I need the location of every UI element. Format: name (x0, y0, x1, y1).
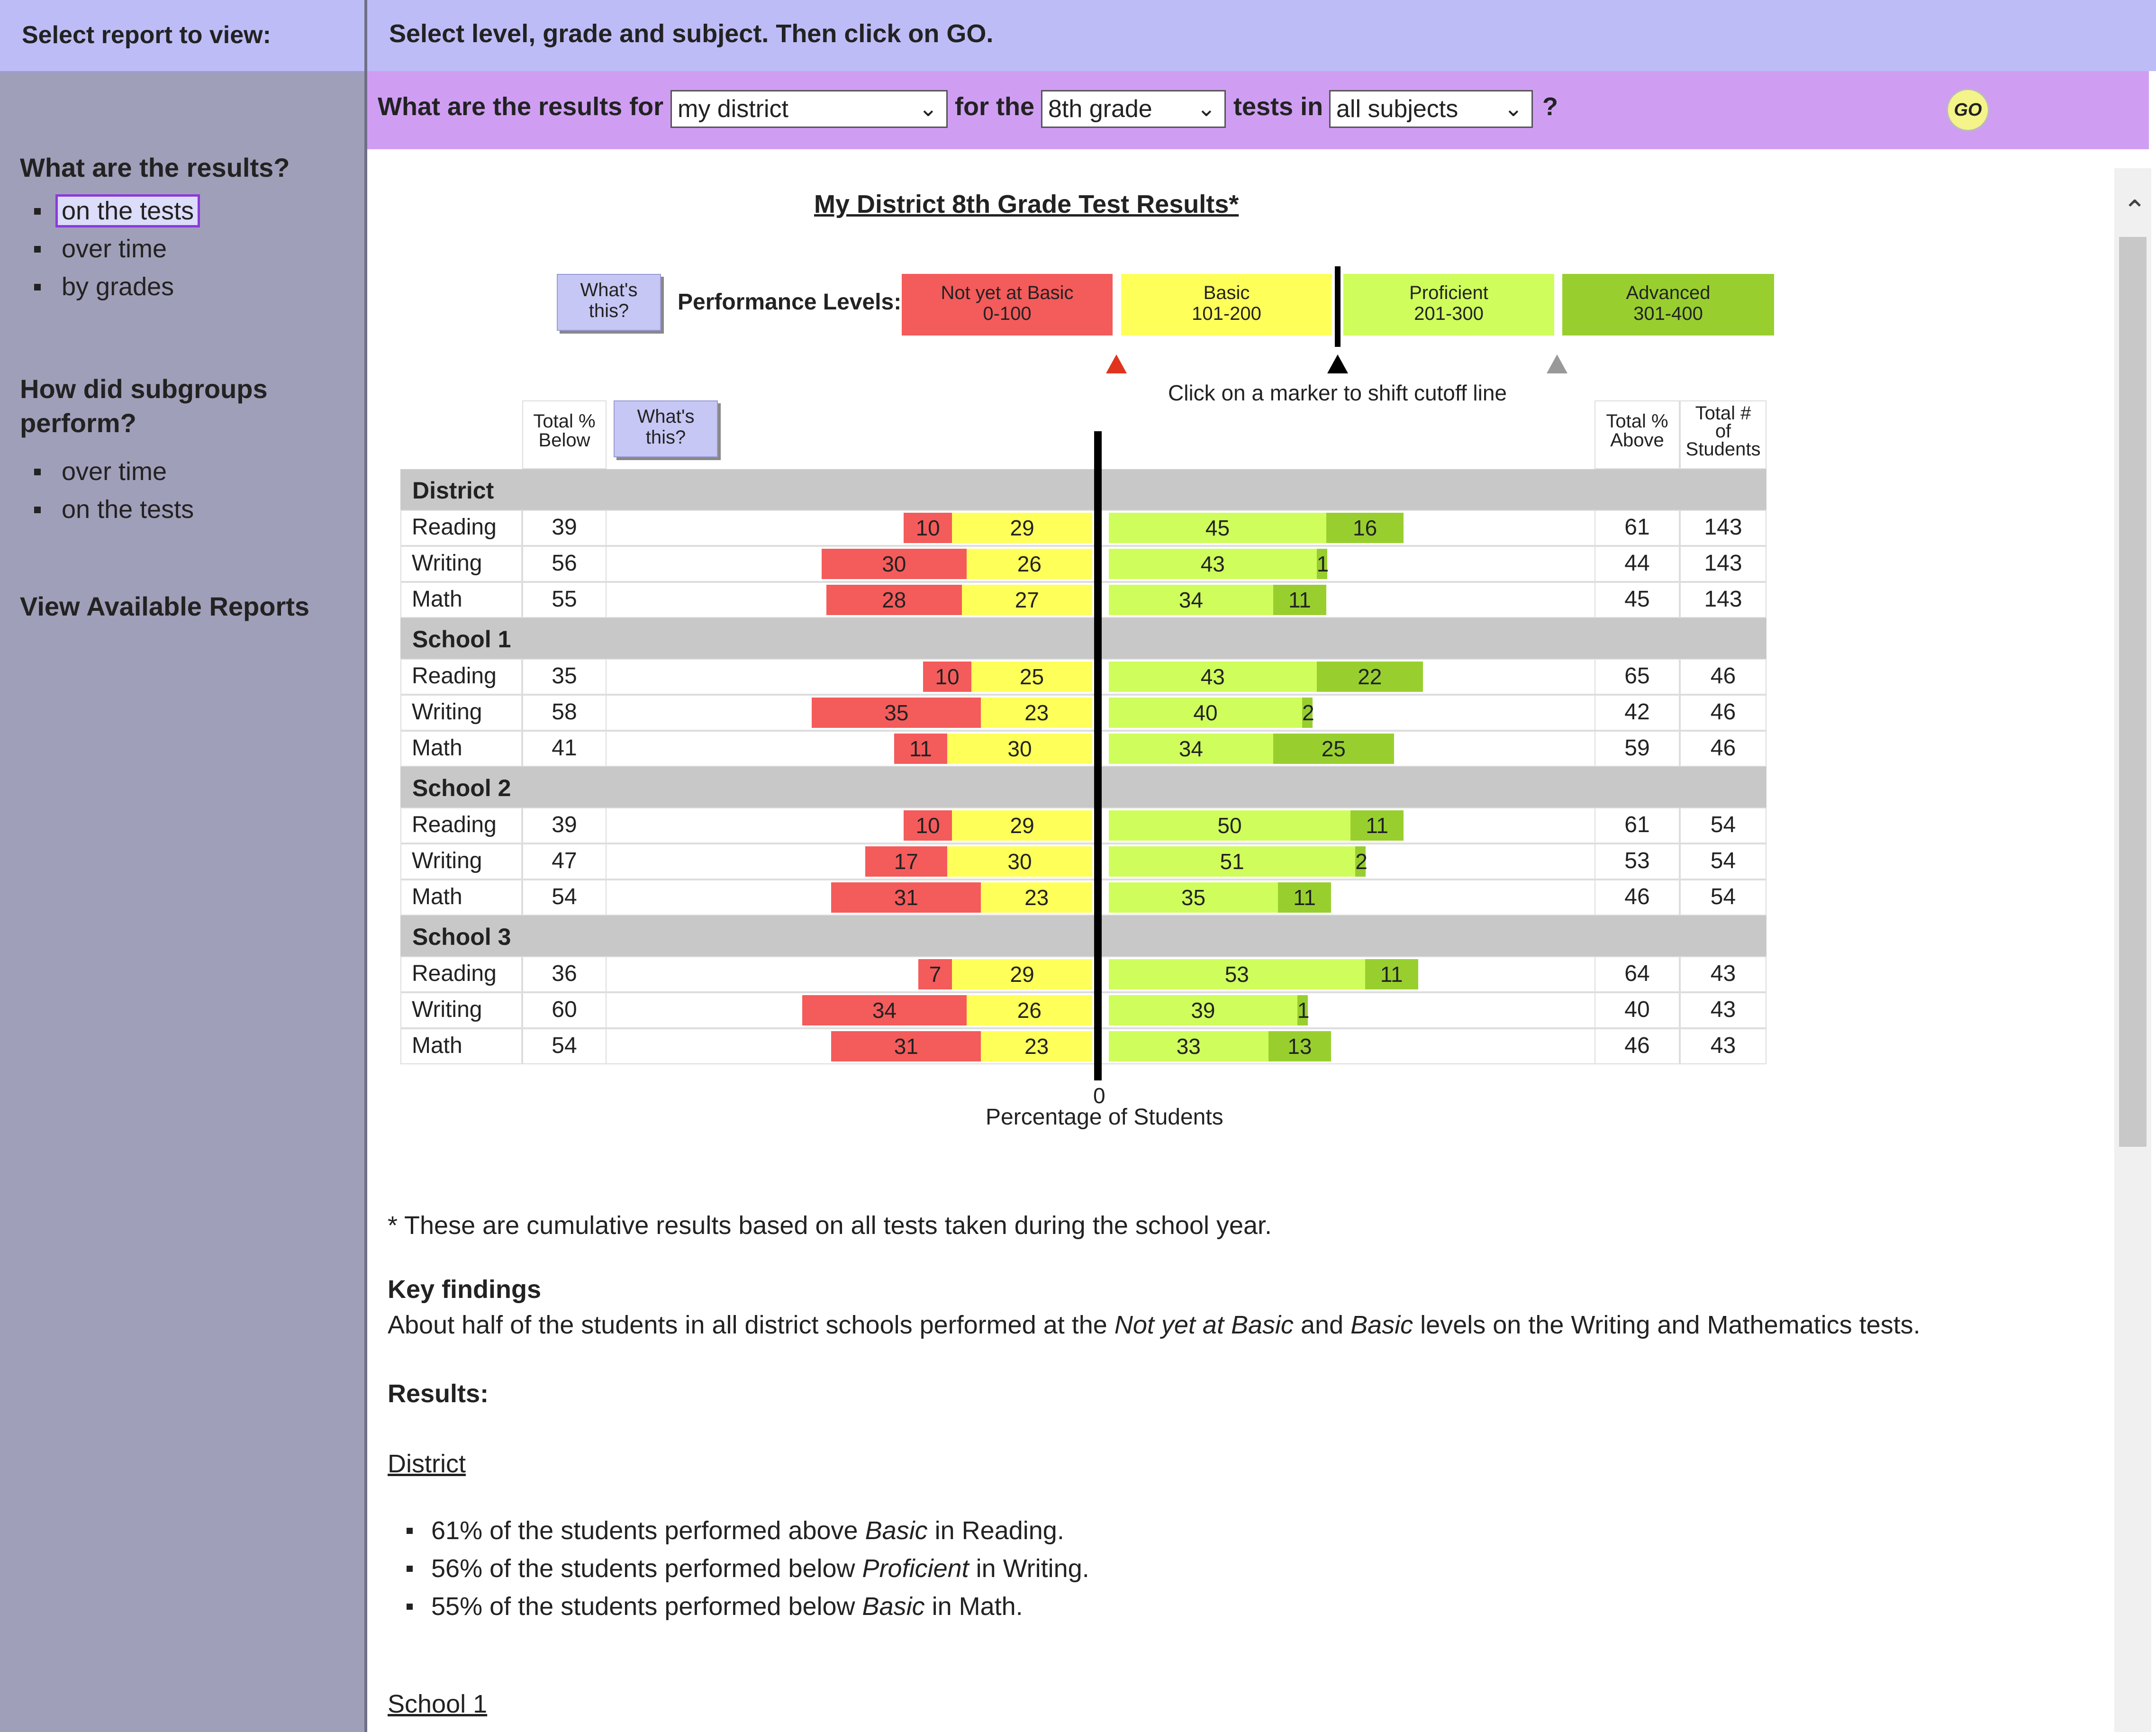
total-above-cell: 46 (1594, 880, 1680, 916)
level-range: 301-400 (1633, 303, 1703, 324)
finding-item (431, 1512, 1089, 1550)
bar-advanced: 22 (1317, 662, 1423, 692)
subject-cell: Reading (400, 659, 522, 695)
level-range: 0-100 (983, 303, 1032, 324)
subgroups-menu (62, 453, 194, 528)
group-name: School 3 (412, 924, 511, 950)
total-students-cell: 143 (1680, 510, 1766, 546)
total-students-cell: 54 (1680, 880, 1766, 916)
total-students-cell: 43 (1680, 956, 1766, 992)
total-above-cell: 53 (1594, 843, 1680, 880)
marker-advanced-cutoff-icon[interactable] (1547, 354, 1567, 373)
finding-part-em: Proficient (862, 1554, 969, 1583)
total-below-cell: 47 (522, 843, 607, 880)
menu-item-on-the-tests[interactable] (62, 192, 200, 230)
bar-advanced: 25 (1273, 734, 1394, 764)
subject-cell: Writing (400, 695, 522, 731)
group-name: School 2 (412, 775, 511, 801)
results-heading: Results: (388, 1379, 489, 1408)
subject-select[interactable] (1329, 90, 1533, 128)
col-total-above-line2: Above (1610, 430, 1664, 451)
instruction-bar (367, 0, 2156, 71)
performance-levels-label: Performance Levels: (678, 290, 902, 315)
view-reports-link[interactable]: View Available Reports (20, 591, 310, 621)
table-row (400, 956, 1766, 992)
level-select[interactable] (670, 90, 948, 128)
col-total-above-line1: Total % (1606, 411, 1668, 432)
level-basic (1121, 274, 1332, 336)
sidebar (0, 0, 367, 1732)
sidebar-header (0, 0, 364, 73)
grade-select[interactable] (1041, 90, 1226, 128)
bar-proficient: 45 (1109, 513, 1326, 543)
total-below-cell: 39 (522, 807, 607, 843)
menu-item-subgroups-over-time[interactable]: over time (62, 453, 194, 490)
subject-cell: Writing (400, 992, 522, 1028)
col-total-below-line2: Below (538, 430, 590, 451)
subgroups-heading-line1: How did subgroups (20, 374, 268, 404)
table-row (400, 843, 1766, 880)
bar-not-yet-basic: 28 (826, 585, 962, 615)
chevron-down-icon: ⌄ (1196, 96, 1216, 121)
subject-cell: Writing (400, 546, 522, 582)
bar-proficient: 35 (1109, 882, 1278, 913)
bar-basic: 23 (981, 698, 1092, 728)
menu-item-label[interactable]: on the tests (55, 194, 200, 227)
table-row (400, 880, 1766, 916)
col-total-students-line1: Total # (1695, 403, 1751, 424)
total-above-cell: 61 (1594, 510, 1680, 546)
total-below-cell: 60 (522, 992, 607, 1028)
bar-basic: 26 (967, 549, 1092, 579)
table-row (400, 731, 1766, 767)
chevron-down-icon: ⌄ (1504, 96, 1523, 121)
table-row (400, 659, 1766, 695)
total-above-cell: 59 (1594, 731, 1680, 767)
results-menu (62, 192, 200, 306)
total-students-cell: 54 (1680, 843, 1766, 880)
key-findings-part-d: Basic (1350, 1311, 1413, 1339)
bar-not-yet-basic: 10 (923, 662, 971, 692)
total-above-cell: 64 (1594, 956, 1680, 992)
total-above-cell: 61 (1594, 807, 1680, 843)
district-findings-list (431, 1512, 1089, 1625)
key-findings-heading: Key findings (388, 1275, 542, 1304)
finding-part-em: Basic (862, 1592, 925, 1621)
level-advanced (1562, 274, 1774, 336)
total-students-cell: 143 (1680, 546, 1766, 582)
bar-advanced: 2 (1302, 698, 1313, 728)
marker-basic-cutoff-icon[interactable] (1106, 354, 1127, 373)
chevron-down-icon: ⌄ (918, 96, 938, 121)
query-prefix: What are the results for (378, 92, 664, 121)
finding-part-b: in Math. (924, 1592, 1023, 1621)
chart-title: My District 8th Grade Test Results* (814, 190, 1239, 218)
finding-part-em: Basic (865, 1516, 928, 1545)
total-students-cell: 43 (1680, 1028, 1766, 1064)
total-above-cell: 42 (1594, 695, 1680, 731)
level-name: Basic (1203, 282, 1250, 303)
total-below-cell: 36 (522, 956, 607, 992)
total-above-cell: 46 (1594, 1028, 1680, 1064)
bar-advanced: 11 (1278, 882, 1331, 913)
total-below-cell: 54 (522, 880, 607, 916)
key-findings-part-e: levels on the Writing and Mathematics tests. (1413, 1311, 1920, 1339)
whats-this-button-table[interactable] (614, 400, 718, 457)
level-proficient (1343, 274, 1554, 336)
subject-cell: Math (400, 1028, 522, 1064)
bar-basic: 29 (952, 513, 1092, 543)
level-select-value: my district (678, 95, 788, 123)
level-name: Proficient (1409, 282, 1488, 303)
bar-basic: 29 (952, 959, 1092, 989)
query-tests-in: tests in (1233, 92, 1323, 121)
col-total-above (1594, 400, 1680, 469)
subject-cell: Math (400, 582, 522, 618)
table-row (400, 992, 1766, 1028)
query-bar (367, 71, 2149, 149)
level-range: 201-300 (1414, 303, 1484, 324)
col-total-students-line3: Students (1685, 439, 1761, 460)
total-students-cell: 46 (1680, 731, 1766, 767)
axis-zero-label: 0 (1093, 1083, 1105, 1108)
key-findings-part-a: About half of the students in all district schools performed at the (388, 1311, 1114, 1339)
finding-part-b: in Writing. (969, 1554, 1089, 1583)
col-total-below (522, 400, 607, 469)
go-button[interactable]: GO (1947, 89, 1989, 131)
subject-cell: Writing (400, 843, 522, 880)
bar-proficient: 33 (1109, 1031, 1268, 1061)
bar-proficient: 51 (1109, 846, 1355, 877)
bar-not-yet-basic: 30 (822, 549, 967, 579)
key-findings-part-c: and (1294, 1311, 1351, 1339)
key-findings-part-b: Not yet at Basic (1114, 1311, 1294, 1339)
total-students-cell: 54 (1680, 807, 1766, 843)
subject-select-value: all subjects (1336, 95, 1458, 123)
bar-not-yet-basic: 17 (865, 846, 947, 877)
total-students-cell: 43 (1680, 992, 1766, 1028)
whats-this-line1: What's (580, 280, 638, 300)
bar-advanced: 2 (1355, 846, 1366, 877)
school1-link[interactable]: School 1 (388, 1690, 488, 1718)
whats-this-line1: What's (637, 406, 695, 427)
footnote: * These are cumulative results based on all tests taken during the school year. (388, 1211, 1272, 1240)
subject-cell: Reading (400, 956, 522, 992)
total-below-cell: 56 (522, 546, 607, 582)
total-above-cell: 40 (1594, 992, 1680, 1028)
bar-basic: 27 (962, 585, 1092, 615)
finding-item (431, 1587, 1089, 1625)
col-total-below-line1: Total % (533, 411, 596, 432)
district-link[interactable]: District (388, 1450, 466, 1478)
subject-cell: Math (400, 880, 522, 916)
bar-proficient: 43 (1109, 549, 1317, 579)
scroll-up-icon[interactable]: ⌃ (2123, 195, 2147, 227)
table-row (400, 807, 1766, 843)
group-row (400, 767, 1766, 807)
whats-this-button-levels[interactable] (557, 274, 661, 331)
bar-proficient: 39 (1109, 995, 1297, 1025)
finding-item (431, 1550, 1089, 1587)
bar-not-yet-basic: 31 (831, 882, 981, 913)
key-findings-text (388, 1310, 1920, 1340)
bar-basic: 30 (947, 734, 1092, 764)
level-name: Not yet at Basic (941, 282, 1074, 303)
bar-not-yet-basic: 7 (918, 959, 952, 989)
scrollbar-thumb[interactable] (2119, 237, 2147, 1147)
bar-proficient: 34 (1109, 585, 1273, 615)
bar-proficient: 50 (1109, 810, 1350, 841)
results-heading: What are the results? (20, 153, 290, 182)
whats-this-line2: this? (589, 300, 629, 321)
table-row (400, 510, 1766, 546)
level-range: 101-200 (1192, 303, 1261, 324)
bar-basic: 25 (971, 662, 1092, 692)
total-below-cell: 39 (522, 510, 607, 546)
bar-basic: 23 (981, 882, 1092, 913)
bar-basic: 30 (947, 846, 1092, 877)
finding-part-a: 61% of the students performed above (431, 1516, 865, 1545)
total-below-cell: 55 (522, 582, 607, 618)
query-for-the: for the (955, 92, 1034, 121)
bar-advanced: 11 (1273, 585, 1326, 615)
menu-item-by-grades[interactable]: by grades (62, 268, 200, 306)
group-row (400, 618, 1766, 659)
whats-this-line2: this? (645, 427, 686, 448)
total-students-cell: 46 (1680, 659, 1766, 695)
x-axis-label: Percentage of Students (986, 1105, 1223, 1130)
marker-proficient-cutoff-icon[interactable] (1327, 354, 1348, 373)
bar-not-yet-basic: 10 (904, 513, 952, 543)
col-total-students (1680, 400, 1766, 469)
group-name: School 1 (412, 626, 511, 653)
subject-cell: Reading (400, 510, 522, 546)
chart-axis-zero-line (1094, 431, 1102, 1080)
subject-cell: Math (400, 731, 522, 767)
bar-not-yet-basic: 35 (812, 698, 981, 728)
bar-proficient: 40 (1109, 698, 1302, 728)
bar-not-yet-basic: 34 (802, 995, 967, 1025)
table-row (400, 582, 1766, 618)
marker-hint: Click on a marker to shift cutoff line (1168, 381, 1507, 405)
subgroups-heading-line2: perform? (20, 408, 136, 438)
total-above-cell: 65 (1594, 659, 1680, 695)
bar-basic: 23 (981, 1031, 1092, 1061)
bar-proficient: 43 (1109, 662, 1317, 692)
table-row (400, 695, 1766, 731)
instruction-text: Select level, grade and subject. Then click on GO. (389, 19, 994, 48)
finding-part-b: in Reading. (927, 1516, 1064, 1545)
sidebar-title: Select report to view: (22, 21, 271, 49)
bar-proficient: 53 (1109, 959, 1365, 989)
grade-select-value: 8th grade (1048, 95, 1152, 123)
bar-basic: 29 (952, 810, 1092, 841)
bar-basic: 26 (967, 995, 1092, 1025)
col-total-students-line2: of (1715, 421, 1731, 442)
menu-item-over-time[interactable]: over time (62, 230, 200, 268)
total-above-cell: 45 (1594, 582, 1680, 618)
bar-not-yet-basic: 10 (904, 810, 952, 841)
total-below-cell: 58 (522, 695, 607, 731)
total-below-cell: 41 (522, 731, 607, 767)
bar-proficient: 34 (1109, 734, 1273, 764)
bar-advanced: 13 (1268, 1031, 1332, 1061)
bar-advanced: 11 (1350, 810, 1404, 841)
finding-part-a: 56% of the students performed below (431, 1554, 862, 1583)
menu-item-subgroups-on-the-tests[interactable]: on the tests (62, 490, 194, 528)
bar-not-yet-basic: 11 (894, 734, 947, 764)
total-below-cell: 35 (522, 659, 607, 695)
bar-advanced: 1 (1317, 549, 1327, 579)
level-not-yet-basic (902, 274, 1113, 336)
subgroups-heading (20, 372, 268, 440)
total-students-cell: 46 (1680, 695, 1766, 731)
subject-cell: Reading (400, 807, 522, 843)
total-below-cell: 54 (522, 1028, 607, 1064)
table-row (400, 1028, 1766, 1064)
group-row (400, 469, 1766, 510)
group-row (400, 916, 1766, 956)
table-row (400, 546, 1766, 582)
cutoff-line (1335, 266, 1341, 347)
level-name: Advanced (1626, 282, 1711, 303)
finding-part-a: 55% of the students performed below (431, 1592, 862, 1621)
query-question-mark: ? (1542, 92, 1558, 121)
group-name: District (412, 477, 494, 504)
bar-not-yet-basic: 31 (831, 1031, 981, 1061)
bar-advanced: 16 (1326, 513, 1404, 543)
total-above-cell: 44 (1594, 546, 1680, 582)
bar-advanced: 11 (1365, 959, 1418, 989)
total-students-cell: 143 (1680, 582, 1766, 618)
bar-advanced: 1 (1297, 995, 1308, 1025)
